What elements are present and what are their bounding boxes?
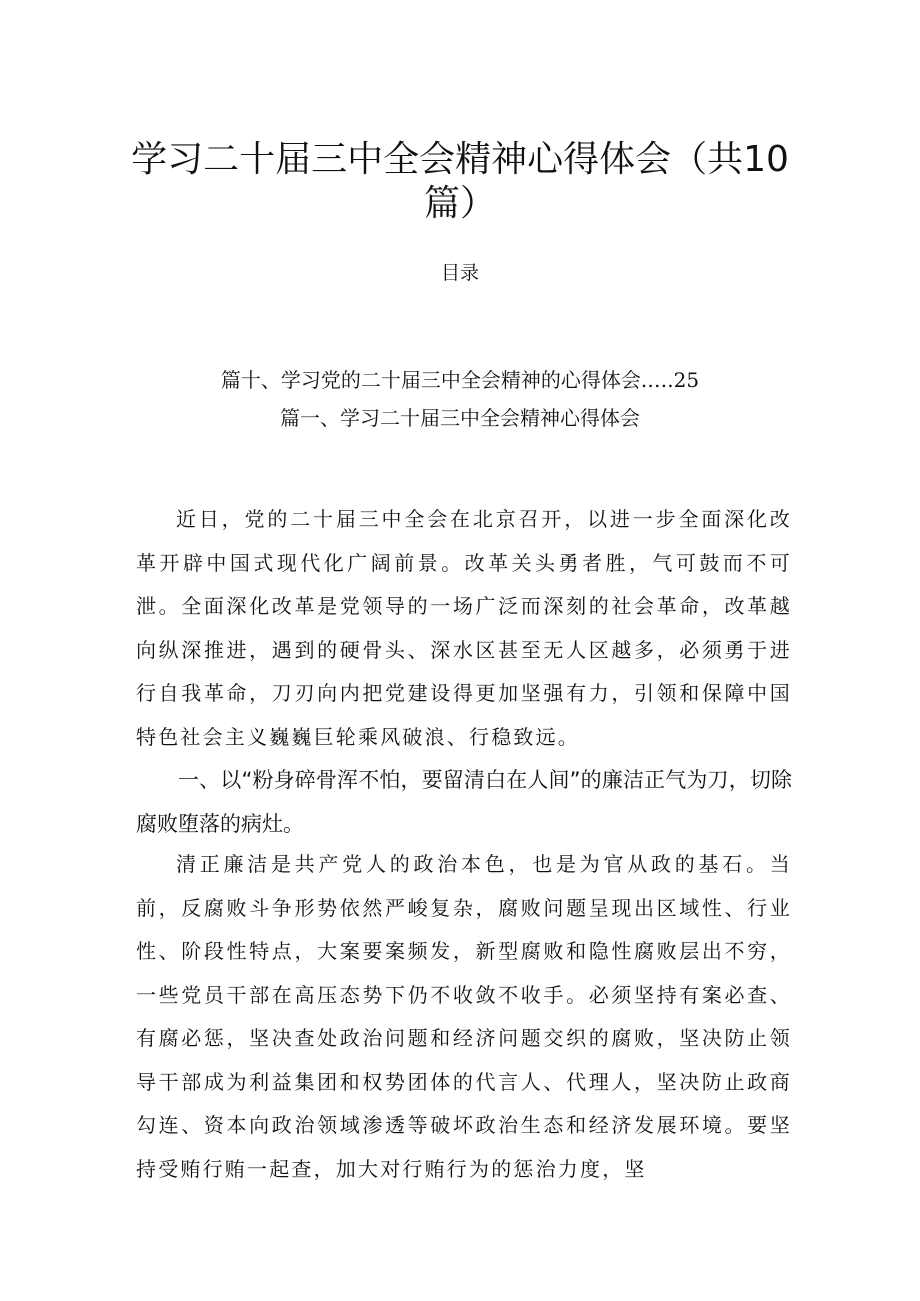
body-paragraph: 近日，党的二十届三中全会在北京召开，以进一步全面深化改革开辟中国式现代化广阔前景。改革关头勇者胜，气可鼓而不可泄。全面深化改革是党领导的一场广泛而深刻的社会革命，改革越向纵深推进，遇到的硬骨头、深水区甚至无人区越多，必须勇于进行自我革命，刀刃向内把党建设得更加坚强有力，引领和保障中国特色社会主义巍巍巨轮乘风破浪、行稳致远。 bbox=[136, 507, 792, 749]
toc-entry-1: 篇一、学习二十届三中全会精神心得体会 bbox=[280, 406, 640, 430]
toc-entry-10: 篇十、学习党的二十届三中全会精神的心得体会.….25 bbox=[220, 368, 700, 392]
section-heading: 一、以“粉身碎骨浑不怕，要留清白在人间”的廉洁正气为刀，切除腐败堕落的病灶。 bbox=[136, 768, 792, 836]
body-paragraph: 清正廉洁是共产党人的政治本色，也是为官从政的基石。当前，反腐败斗争形势依然严峻复杂，腐败问题呈现出区域性、行业性、阶段性特点，大案要案频发，新型腐败和隐性腐败层出不穷，一些党员干部在高压态势下仍不收敛不收手。必须坚持有案必查、有腐必惩，坚决查处政治问题和经济问题交织的腐败，坚决防止领导干部成为利益集团和权势团体的代言人、代理人，坚决防止政商勾连、资本向政治领域渗透等破坏政治生态和经济发展环境。要坚持受贿行贿一起查，加大对行贿行为的惩治力度，坚 bbox=[136, 852, 792, 1181]
toc-label: 目录 bbox=[440, 262, 479, 284]
document-title: 学习二十届三中全会精神心得体会（共10篇） bbox=[131, 139, 789, 224]
